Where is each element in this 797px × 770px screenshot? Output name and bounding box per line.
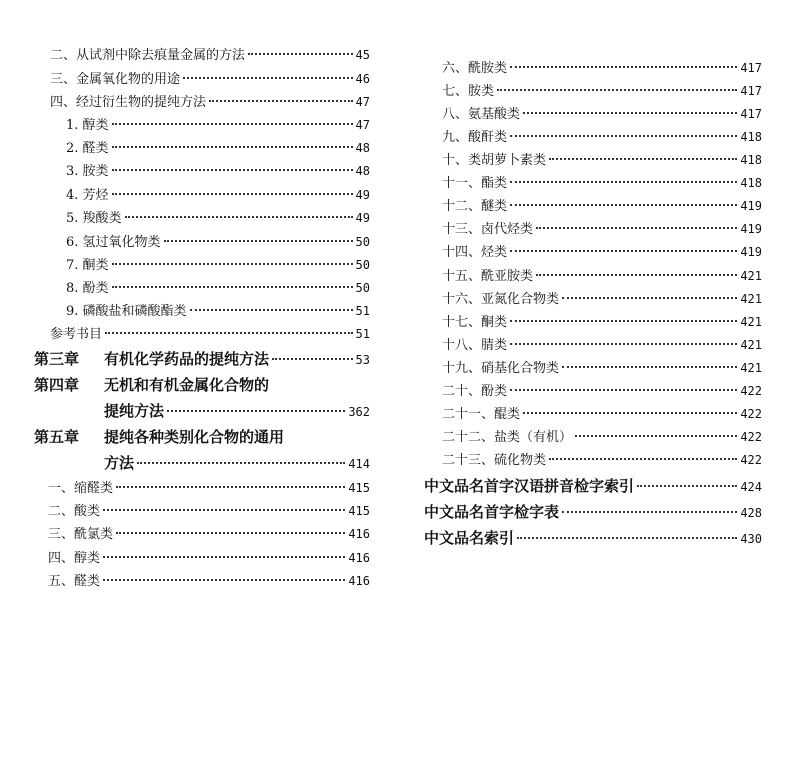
- entry-page: 419: [740, 245, 762, 259]
- entry-label: 一、缩醛类: [48, 481, 114, 496]
- entry-page: 417: [740, 84, 762, 98]
- entry-page: 50: [355, 235, 370, 249]
- dot-leader: [112, 146, 353, 148]
- index-label: 中文品名首字检字表: [424, 503, 560, 521]
- entry-label: 参考书目: [50, 327, 103, 342]
- chapter-page: 362: [348, 405, 370, 419]
- entry-page: 415: [348, 481, 370, 495]
- toc-entry: [442, 314, 762, 331]
- entry-label: 二十一、醌类: [442, 407, 521, 422]
- entry-page: 49: [355, 188, 370, 202]
- entry-label: 十三、卤代烃类: [442, 222, 534, 237]
- chapter-title: 无机和有机金属化合物的: [104, 376, 270, 394]
- entry-label: 9. 磷酸盐和磷酸酯类: [66, 304, 187, 319]
- chapter-number: 第五章: [34, 428, 80, 446]
- dot-leader: [523, 112, 737, 114]
- toc-entry: [48, 480, 370, 497]
- entry-page: 416: [348, 574, 370, 588]
- toc-entry: [442, 152, 762, 169]
- chapter-title-line2: 提纯方法: [104, 402, 165, 420]
- toc-entry: [50, 94, 370, 111]
- entry-label: 2. 醛类: [66, 141, 109, 156]
- entry-page: 422: [740, 384, 762, 398]
- entry-label: 十四、烃类: [442, 245, 508, 260]
- dot-leader: [103, 556, 345, 558]
- dot-leader: [125, 216, 353, 218]
- entry-label: 8. 酚类: [66, 281, 109, 296]
- dot-leader: [517, 537, 737, 539]
- dot-leader: [116, 486, 345, 488]
- entry-label: 三、金属氧化物的用途: [50, 72, 181, 87]
- dot-leader: [112, 169, 353, 171]
- entry-page: 51: [355, 327, 370, 341]
- dot-leader: [510, 250, 737, 252]
- chapter-title: 提纯各种类别化合物的通用: [104, 428, 285, 446]
- entry-page: 50: [355, 258, 370, 272]
- toc-entry: [66, 210, 370, 227]
- entry-page: 419: [740, 222, 762, 236]
- dot-leader: [103, 509, 345, 511]
- entry-label: 十七、酮类: [442, 315, 508, 330]
- dot-leader: [562, 366, 737, 368]
- toc-entry: [50, 326, 370, 343]
- entry-page: 421: [740, 292, 762, 306]
- dot-leader: [510, 343, 737, 345]
- entry-page: 47: [355, 95, 370, 109]
- toc-entry: [50, 47, 370, 64]
- entry-label: 十九、硝基化合物类: [442, 361, 560, 376]
- entry-label: 十、类胡萝卜素类: [442, 153, 547, 168]
- dot-leader: [637, 485, 737, 487]
- toc-entry: [442, 406, 762, 423]
- dot-leader: [523, 412, 737, 414]
- dot-leader: [112, 193, 353, 195]
- chapter-number: 第四章: [34, 376, 80, 394]
- dot-leader: [112, 123, 353, 125]
- dot-leader: [510, 389, 737, 391]
- dot-leader: [112, 286, 353, 288]
- dot-leader: [167, 410, 345, 412]
- toc-entry: [442, 452, 762, 469]
- entry-label: 八、氨基酸类: [442, 107, 521, 122]
- entry-label: 二、酸类: [48, 504, 101, 519]
- dot-leader: [112, 263, 353, 265]
- dot-leader: [510, 66, 737, 68]
- toc-chapter-heading: [34, 428, 284, 446]
- dot-leader: [209, 100, 353, 102]
- entry-label: 6. 氢过氧化物类: [66, 235, 161, 250]
- dot-leader: [510, 204, 737, 206]
- chapter-title-line2: 方法: [104, 454, 135, 472]
- toc-entry: [442, 221, 762, 238]
- entry-page: 418: [740, 176, 762, 190]
- chapter-page: 53: [355, 353, 370, 367]
- toc-entry: [66, 117, 370, 134]
- entry-page: 422: [740, 430, 762, 444]
- entry-page: 418: [740, 130, 762, 144]
- entry-label: 二、从试剂中除去痕量金属的方法: [50, 48, 246, 63]
- dot-leader: [103, 579, 345, 581]
- entry-page: 417: [740, 61, 762, 75]
- entry-label: 十二、醚类: [442, 199, 508, 214]
- index-page: 424: [740, 480, 762, 494]
- chapter-page: 414: [348, 457, 370, 471]
- entry-page: 45: [355, 48, 370, 62]
- dot-leader: [549, 158, 737, 160]
- entry-label: 六、酰胺类: [442, 61, 508, 76]
- chapter-title: 有机化学药品的提纯方法: [104, 350, 270, 368]
- entry-page: 421: [740, 361, 762, 375]
- toc-chapter-continuation: [104, 454, 370, 473]
- toc-index-entry: [424, 503, 762, 522]
- toc-entry: [442, 83, 762, 100]
- index-page: 428: [740, 506, 762, 520]
- dot-leader: [510, 135, 737, 137]
- entry-page: 421: [740, 269, 762, 283]
- entry-page: 421: [740, 315, 762, 329]
- dot-leader: [549, 458, 737, 460]
- entry-page: 416: [348, 551, 370, 565]
- toc-entry: [442, 106, 762, 123]
- dot-leader: [190, 309, 353, 311]
- dot-leader: [575, 435, 737, 437]
- entry-page: 422: [740, 407, 762, 421]
- entry-label: 四、醇类: [48, 551, 101, 566]
- entry-page: 416: [348, 527, 370, 541]
- entry-label: 十一、酯类: [442, 176, 508, 191]
- toc-entry: [66, 234, 370, 251]
- dot-leader: [536, 274, 737, 276]
- toc-entry: [442, 198, 762, 215]
- entry-label: 四、经过衍生物的提纯方法: [50, 95, 207, 110]
- entry-page: 50: [355, 281, 370, 295]
- toc-index-entry: [424, 529, 762, 548]
- toc-chapter-heading: [34, 376, 269, 394]
- entry-page: 417: [740, 107, 762, 121]
- toc-entry: [66, 280, 370, 297]
- dot-leader: [137, 462, 345, 464]
- dot-leader: [536, 227, 737, 229]
- toc-entry: [442, 383, 762, 400]
- entry-label: 7. 酮类: [66, 258, 109, 273]
- dot-leader: [116, 532, 345, 534]
- index-page: 430: [740, 532, 762, 546]
- entry-label: 十八、腈类: [442, 338, 508, 353]
- entry-label: 二十二、盐类（有机）: [442, 430, 573, 445]
- toc-entry: [48, 526, 370, 543]
- entry-label: 二十、酚类: [442, 384, 508, 399]
- index-label: 中文品名首字汉语拼音检字索引: [424, 477, 635, 495]
- entry-page: 422: [740, 453, 762, 467]
- toc-entry: [442, 60, 762, 77]
- entry-label: 3. 胺类: [66, 164, 109, 179]
- entry-label: 1. 醇类: [66, 118, 109, 133]
- toc-entry: [48, 550, 370, 567]
- entry-label: 二十三、硫化物类: [442, 453, 547, 468]
- toc-entry: [48, 503, 370, 520]
- toc-entry: [66, 140, 370, 157]
- toc-entry: [442, 360, 762, 377]
- dot-leader: [562, 511, 737, 513]
- dot-leader: [183, 77, 353, 79]
- dot-leader: [510, 320, 737, 322]
- entry-page: 51: [355, 304, 370, 318]
- entry-page: 48: [355, 164, 370, 178]
- entry-label: 4. 芳烃: [66, 188, 109, 203]
- toc-chapter-continuation: [104, 402, 370, 421]
- entry-page: 419: [740, 199, 762, 213]
- toc-entry: [442, 429, 762, 446]
- entry-label: 十六、亚氮化合物类: [442, 292, 560, 307]
- entry-label: 七、胺类: [442, 84, 495, 99]
- dot-leader: [510, 181, 737, 183]
- dot-leader: [562, 297, 737, 299]
- toc-entry: [442, 175, 762, 192]
- entry-page: 421: [740, 338, 762, 352]
- entry-label: 九、酸酐类: [442, 130, 508, 145]
- toc-entry: [66, 257, 370, 274]
- toc-entry: [66, 163, 370, 180]
- entry-label: 5. 羧酸类: [66, 211, 122, 226]
- dot-leader: [248, 53, 353, 55]
- entry-label: 三、酰氯类: [48, 527, 114, 542]
- entry-page: 46: [355, 72, 370, 86]
- entry-page: 418: [740, 153, 762, 167]
- toc-entry: [442, 268, 762, 285]
- entry-page: 49: [355, 211, 370, 225]
- entry-label: 十五、酰亚胺类: [442, 269, 534, 284]
- index-label: 中文品名索引: [424, 529, 515, 547]
- dot-leader: [164, 240, 353, 242]
- toc-entry: [442, 337, 762, 354]
- toc-chapter: [34, 350, 370, 369]
- toc-entry: [66, 303, 370, 320]
- entry-page: 415: [348, 504, 370, 518]
- dot-leader: [497, 89, 737, 91]
- toc-entry: [66, 187, 370, 204]
- toc-entry: [48, 573, 370, 590]
- toc-entry: [442, 129, 762, 146]
- entry-page: 47: [355, 118, 370, 132]
- entry-page: 48: [355, 141, 370, 155]
- toc-entry: [442, 244, 762, 261]
- dot-leader: [272, 358, 353, 360]
- toc-entry: [50, 71, 370, 88]
- toc-entry: [442, 291, 762, 308]
- dot-leader: [105, 332, 353, 334]
- entry-label: 五、醛类: [48, 574, 101, 589]
- chapter-number: 第三章: [34, 350, 80, 368]
- toc-index-entry: [424, 477, 762, 496]
